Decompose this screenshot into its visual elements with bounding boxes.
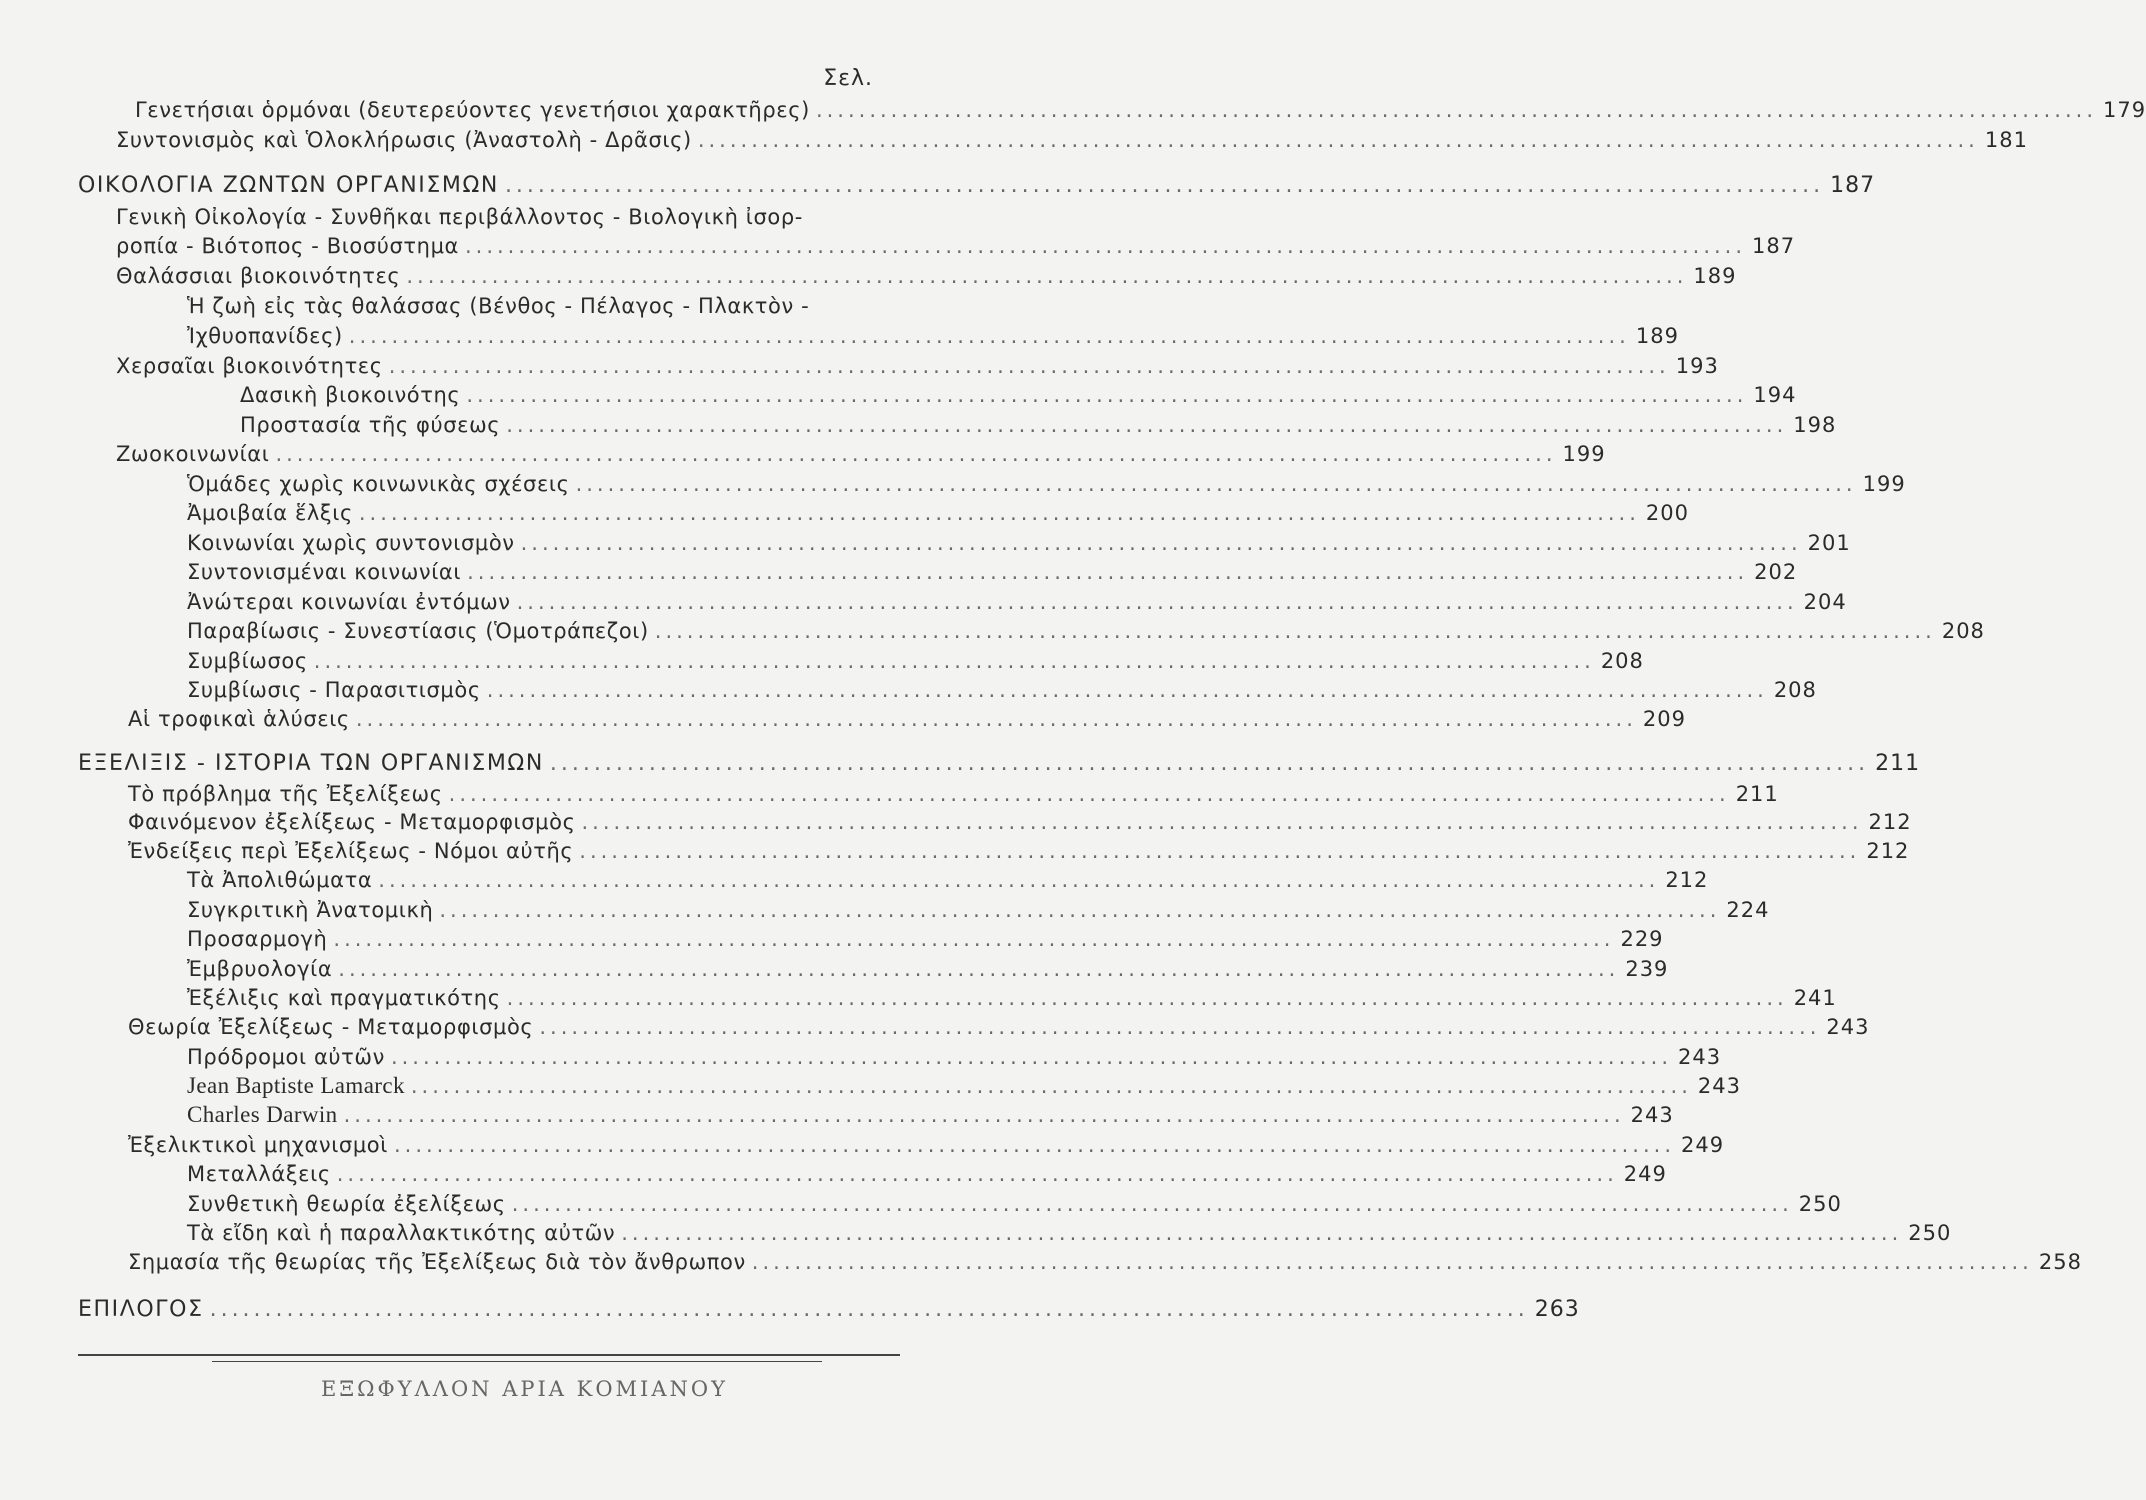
dot-leader: ........................................................................................................................ <box>209 1297 1529 1322</box>
dot-leader: ........................................................................................................................ <box>504 173 1825 198</box>
toc-entry-title: Συνθετικὴ θεωρία ἐξελίξεως <box>187 1192 506 1216</box>
toc-entry-title: Θεωρία Ἐξελίξεως - Μεταμορφισμὸς <box>128 1015 534 1039</box>
dot-leader: ........................................................................................................................ <box>393 1133 1676 1157</box>
toc-entry-title: Παραβίωσις - Συνεστίασις (Ὁμοτράπεζοι) <box>187 619 649 643</box>
dot-leader: ........................................................................................................................ <box>358 501 1640 525</box>
dot-leader: ........................................................................................................................ <box>410 1074 1692 1098</box>
footer-rule-short <box>212 1361 822 1362</box>
dot-leader: ........................................................................................................................ <box>313 649 1595 673</box>
toc-page-number: 211 <box>1875 751 1921 776</box>
toc-entry-title: Ἰχθυοπανίδες) <box>187 324 343 348</box>
dot-leader: ........................................................................................................................ <box>338 957 1620 981</box>
dot-leader: ........................................................................................................................ <box>388 354 1670 378</box>
dot-leader: ........................................................................................................................ <box>581 810 1863 834</box>
toc-entry <box>187 1190 1842 1218</box>
toc-page-number: 211 <box>1735 782 1779 806</box>
toc-entry <box>187 1072 1742 1100</box>
toc-entry <box>116 352 1719 380</box>
toc-entry-title: Προσαρμογὴ <box>187 927 328 951</box>
toc-page-number: 194 <box>1753 383 1797 407</box>
toc-entry-title: Φαινόμενον ἐξελίξεως - Μεταμορφισμὸς <box>128 810 576 834</box>
toc-page-number: 199 <box>1562 442 1606 466</box>
toc-entry <box>128 808 1912 836</box>
toc-entry-title: ΟΙΚΟΛΟΓΙΑ ΖΩΝΤΩΝ ΟΡΓΑΝΙΣΜΩΝ <box>78 173 499 198</box>
toc-page-number: 208 <box>1600 649 1644 673</box>
dot-leader: ........................................................................................................................ <box>751 1250 2033 1274</box>
toc-entry-title: Πρόδρομοι αὐτῶν <box>187 1045 385 1069</box>
dot-leader: ........................................................................................................................ <box>516 590 1798 614</box>
toc-page-number: 241 <box>1793 986 1837 1010</box>
toc-entry <box>187 866 1709 894</box>
toc-entry-title: Ἐξελικτικοὶ μηχανισμοὶ <box>128 1133 388 1157</box>
dot-leader: ........................................................................................................................ <box>549 751 1870 776</box>
toc-entry <box>187 1160 1667 1188</box>
toc-page-number: 250 <box>1908 1221 1952 1245</box>
dot-leader: ........................................................................................................................ <box>520 531 1802 555</box>
toc-entry <box>187 470 1906 498</box>
toc-entry <box>187 647 1644 675</box>
toc-entry <box>128 837 1910 865</box>
toc-entry <box>128 780 1779 808</box>
toc-entry <box>116 232 1796 260</box>
dot-leader: ........................................................................................................................ <box>466 383 1748 407</box>
toc-page-number: 258 <box>2038 1250 2082 1274</box>
page-column-label: Σελ. <box>823 66 873 91</box>
dot-leader: ........................................................................................................................ <box>343 1103 1625 1127</box>
toc-entry-title: Γενετήσιαι ὁρμόναι (δευτερεύοντες γενετήσιοι χαρακτῆρες) <box>135 98 810 122</box>
dot-leader: ........................................................................................................................ <box>355 707 1637 731</box>
toc-entry <box>128 1248 2082 1276</box>
toc-entry <box>116 126 2028 154</box>
toc-entry-title: Κοινωνίαι χωρὶς συντονισμὸν <box>187 531 515 555</box>
toc-entry-title: Ἀνώτεραι κοινωνίαι ἐντόμων <box>187 590 511 614</box>
toc-entry <box>240 381 1797 409</box>
toc-entry <box>187 1219 1952 1247</box>
toc-entry-title: Ἐξέλιξις καὶ πραγματικότης <box>187 986 501 1010</box>
toc-page-number: 201 <box>1807 531 1851 555</box>
toc-page-number: 249 <box>1623 1162 1667 1186</box>
toc-entry <box>187 1101 1674 1129</box>
toc-entry-title: Προστασία τῆς φύσεως <box>240 413 501 437</box>
toc-page-number: 212 <box>1665 868 1709 892</box>
footer-rule-long <box>78 1354 900 1356</box>
dot-leader: ........................................................................................................................ <box>506 986 1788 1010</box>
toc-entry <box>187 588 1847 616</box>
dot-leader: ........................................................................................................................ <box>333 927 1615 951</box>
toc-page-number: 243 <box>1630 1103 1674 1127</box>
toc-page-number: 208 <box>1773 678 1817 702</box>
toc-entry-title: Συμβίωσις - Παρασιτισμὸς <box>187 678 481 702</box>
dot-leader: ........................................................................................................................ <box>464 234 1747 258</box>
toc-entry-title: Charles Darwin <box>187 1102 338 1127</box>
toc-page-number: 212 <box>1866 839 1910 863</box>
toc-page-number: 189 <box>1693 264 1737 288</box>
dot-leader: ........................................................................................................................ <box>406 264 1688 288</box>
toc-entry <box>187 322 1679 350</box>
toc-page-number: 179 <box>2103 98 2146 122</box>
toc-entry-title: Μεταλλάξεις <box>187 1162 331 1186</box>
toc-page-number: 239 <box>1625 957 1669 981</box>
toc-entry <box>128 705 1686 733</box>
toc-entry <box>116 203 803 231</box>
toc-page-number: 189 <box>1635 324 1679 348</box>
toc-entry-title: Θαλάσσιαι βιοκοινότητες <box>116 264 401 288</box>
toc-page-number: 212 <box>1868 810 1912 834</box>
toc-entry-title: Ἡ ζωὴ εἰς τὰς θαλάσσας (Βένθος - Πέλαγος - Πλακτὸν - <box>187 294 810 318</box>
toc-entry <box>187 896 1770 924</box>
toc-entry <box>116 262 1737 290</box>
toc-entry-title: Ζωοκοινωνίαι <box>116 442 270 466</box>
toc-entry <box>128 1013 1870 1041</box>
toc-section-heading <box>78 1296 1580 1324</box>
toc-entry <box>116 440 1606 468</box>
toc-entry <box>187 292 809 320</box>
dot-leader: ........................................................................................................................ <box>579 839 1861 863</box>
toc-entry-title: Ἐνδείξεις περὶ Ἐξελίξεως - Νόμοι αὐτῆς <box>128 839 574 863</box>
toc-page-number: 250 <box>1798 1192 1842 1216</box>
toc-entry <box>187 925 1664 953</box>
toc-entry-title: Σημασία τῆς θεωρίας τῆς Ἐξελίξεως διὰ τὸν ἄνθρωπον <box>128 1250 746 1274</box>
toc-page-number: 243 <box>1678 1045 1722 1069</box>
toc-page-number: 181 <box>1984 128 2028 152</box>
toc-entry-title: ΕΠΙΛΟΓΟΣ <box>78 1297 204 1322</box>
toc-entry <box>240 411 1837 439</box>
toc-entry-title: Ἐμβρυολογία <box>187 957 333 981</box>
dot-leader: ........................................................................................................................ <box>697 128 1979 152</box>
dot-leader: ........................................................................................................................ <box>575 472 1857 496</box>
toc-page-number: 224 <box>1726 898 1770 922</box>
toc-page-number: 199 <box>1862 472 1906 496</box>
dot-leader: ........................................................................................................................ <box>486 678 1768 702</box>
toc-entry-title: Τὸ πρόβλημα τῆς Ἐξελίξεως <box>128 782 443 806</box>
toc-page-number: 209 <box>1642 707 1686 731</box>
toc-entry-title: Δασικὴ βιοκοινότης <box>240 383 461 407</box>
dot-leader: ........................................................................................................................ <box>467 560 1749 584</box>
toc-page-number: 193 <box>1675 354 1719 378</box>
toc-entry <box>187 676 1817 704</box>
toc-entry-title: Γενικὴ Οἰκολογία - Συνθῆκαι περιβάλλοντος - Βιολογικὴ ἰσορ- <box>116 205 803 229</box>
toc-section-heading <box>78 172 1876 200</box>
toc-entry-title: Συντονισμὸς καὶ Ὁλοκλήρωσις (Ἀναστολὴ - Δρᾶσις) <box>116 128 692 152</box>
dot-leader: ........................................................................................................................ <box>621 1221 1903 1245</box>
toc-entry <box>187 617 1985 645</box>
toc-entry-title: ροπία - Βιότοπος - Βιοσύστημα <box>116 234 459 258</box>
toc-entry <box>187 529 1851 557</box>
toc-entry <box>187 1043 1722 1071</box>
dot-leader: ........................................................................................................................ <box>439 898 1721 922</box>
toc-entry-title: Ὁμάδες χωρὶς κοινωνικὰς σχέσεις <box>187 472 570 496</box>
dot-leader: ........................................................................................................................ <box>448 782 1730 806</box>
dot-leader: ........................................................................................................................ <box>654 619 1936 643</box>
toc-page-number: 200 <box>1645 501 1690 525</box>
dot-leader: ........................................................................................................................ <box>539 1015 1821 1039</box>
toc-entry-title: Συμβίωσος <box>187 649 308 673</box>
toc-page-number: 243 <box>1826 1015 1870 1039</box>
toc-entry-title: ΕΞΕΛΙΞΙΣ - ΙΣΤΟΡΙΑ ΤΩΝ ΟΡΓΑΝΙΣΜΩΝ <box>78 751 544 776</box>
toc-entry-title: Αἱ τροφικαὶ ἁλύσεις <box>128 707 350 731</box>
toc-page-number: 208 <box>1941 619 1985 643</box>
toc-section-heading <box>78 750 1921 778</box>
toc-entry <box>187 558 1798 586</box>
cover-credit: ΕΞΩΦΥΛΛΟΝ ΑΡΙΑ ΚΟΜΙΑΝΟΥ <box>321 1377 728 1401</box>
dot-leader: ........................................................................................................................ <box>336 1162 1618 1186</box>
toc-entry <box>187 984 1837 1012</box>
toc-page-number: 263 <box>1534 1297 1580 1322</box>
toc-page-number: 198 <box>1793 413 1837 437</box>
toc-page-number: 187 <box>1752 234 1796 258</box>
dot-leader: ........................................................................................................................ <box>506 413 1788 437</box>
toc-page-number: 204 <box>1803 590 1847 614</box>
dot-leader: ........................................................................................................................ <box>511 1192 1793 1216</box>
toc-entry <box>128 1131 1725 1159</box>
toc-entry-title: Jean Baptiste Lamarck <box>187 1073 405 1098</box>
dot-leader: ........................................................................................................................ <box>275 442 1557 466</box>
toc-entry-title: Τὰ εἴδη καὶ ἡ παραλλακτικότης αὐτῶν <box>187 1221 616 1245</box>
toc-entry-title: Συντονισμέναι κοινωνίαι <box>187 560 462 584</box>
dot-leader: ........................................................................................................................ <box>348 324 1630 348</box>
toc-entry-title: Ἀμοιβαία ἕλξις <box>187 501 353 525</box>
dot-leader: ........................................................................................................................ <box>378 868 1660 892</box>
toc-entry <box>187 499 1690 527</box>
toc-page-number: 249 <box>1681 1133 1725 1157</box>
dot-leader: ........................................................................................................................ <box>390 1045 1672 1069</box>
toc-entry <box>187 955 1669 983</box>
toc-page-number: 229 <box>1620 927 1664 951</box>
toc-entry-title: Τὰ Ἀπολιθώματα <box>187 868 373 892</box>
toc-page-number: 202 <box>1754 560 1798 584</box>
toc-page-number: 187 <box>1830 173 1876 198</box>
toc-entry-title: Συγκριτικὴ Ἀνατομικὴ <box>187 898 434 922</box>
toc-page-number: 243 <box>1697 1074 1742 1098</box>
toc-entry <box>135 96 2146 124</box>
dot-leader: ........................................................................................................................ <box>815 98 2097 122</box>
toc-entry-title: Χερσαῖαι βιοκοινότητες <box>116 354 383 378</box>
